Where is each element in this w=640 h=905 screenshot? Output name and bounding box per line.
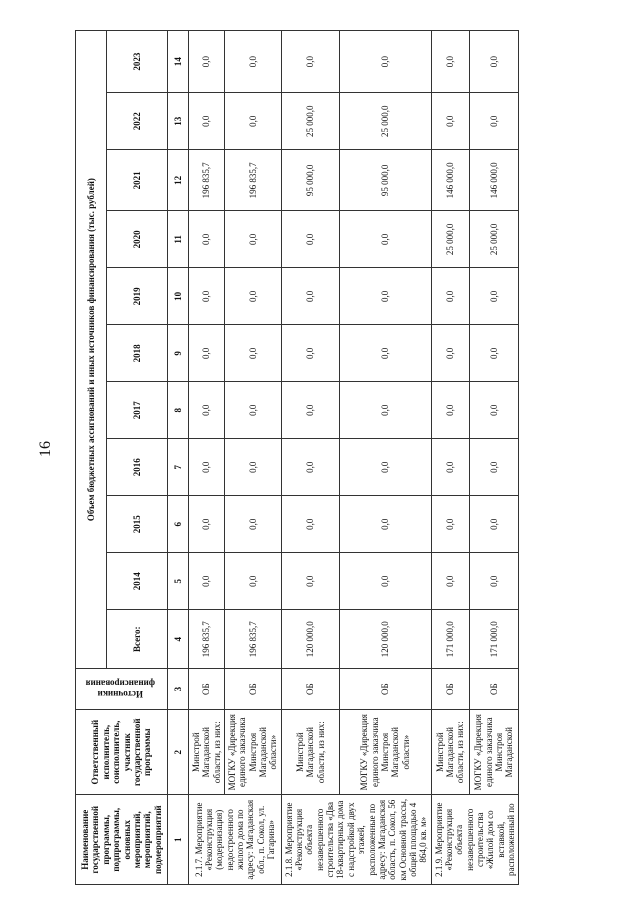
column-index: 8 <box>168 382 189 439</box>
value-cell: 0,0 <box>431 553 469 610</box>
value-cell: 0,0 <box>431 382 469 439</box>
value-cell: 196 835,7 <box>225 610 282 669</box>
value-cell: 146 000,0 <box>431 150 469 211</box>
column-index: 1 <box>168 795 189 885</box>
responsible-cell: МОГКУ «Дирекция единого заказчика Минстроя Магаданской области» <box>225 709 282 794</box>
value-cell: 25 000,0 <box>339 93 431 150</box>
value-cell: 0,0 <box>225 211 282 268</box>
value-cell: 25 000,0 <box>431 211 469 268</box>
value-cell: 0,0 <box>339 496 431 553</box>
source-cell: ОБ <box>339 669 431 710</box>
value-cell: 0,0 <box>281 31 339 93</box>
header-year: 2014 <box>107 553 168 610</box>
value-cell: 0,0 <box>225 325 282 382</box>
source-cell: ОБ <box>469 669 518 710</box>
header-total: Всего: <box>107 610 168 669</box>
value-cell: 0,0 <box>431 439 469 496</box>
value-cell: 0,0 <box>339 31 431 93</box>
value-cell: 95 000,0 <box>339 150 431 211</box>
value-cell: 0,0 <box>189 31 225 93</box>
value-cell: 0,0 <box>225 268 282 325</box>
table-row <box>189 31 225 885</box>
column-index: 12 <box>168 150 189 211</box>
value-cell: 0,0 <box>281 268 339 325</box>
value-cell: 171 000,0 <box>431 610 469 669</box>
value-cell: 25 000,0 <box>469 211 518 268</box>
column-index: 11 <box>168 211 189 268</box>
value-cell: 0,0 <box>339 553 431 610</box>
value-cell: 0,0 <box>225 553 282 610</box>
table-row <box>225 31 282 885</box>
value-cell: 146 000,0 <box>469 150 518 211</box>
value-cell: 0,0 <box>431 93 469 150</box>
table-row <box>431 31 469 885</box>
value-cell: 0,0 <box>189 268 225 325</box>
column-index: 7 <box>168 439 189 496</box>
header-year: 2020 <box>107 211 168 268</box>
value-cell: 0,0 <box>189 211 225 268</box>
header-year: 2022 <box>107 93 168 150</box>
value-cell: 0,0 <box>431 31 469 93</box>
value-cell: 120 000,0 <box>281 610 339 669</box>
value-cell: 0,0 <box>469 553 518 610</box>
value-cell: 0,0 <box>225 93 282 150</box>
value-cell: 0,0 <box>189 382 225 439</box>
value-cell: 0,0 <box>339 382 431 439</box>
column-index: 13 <box>168 93 189 150</box>
source-cell: ОБ <box>431 669 469 710</box>
source-cell: ОБ <box>189 669 225 710</box>
value-cell: 0,0 <box>469 325 518 382</box>
value-cell: 0,0 <box>225 31 282 93</box>
table-row <box>469 31 518 885</box>
value-cell: 0,0 <box>189 439 225 496</box>
value-cell: 0,0 <box>225 439 282 496</box>
value-cell: 0,0 <box>281 325 339 382</box>
value-cell: 0,0 <box>225 496 282 553</box>
page-number: 16 <box>37 441 54 457</box>
responsible-cell: Минстрой Магаданской области, из них: <box>281 709 339 794</box>
value-cell: 0,0 <box>431 496 469 553</box>
value-cell: 0,0 <box>469 93 518 150</box>
value-cell: 0,0 <box>339 325 431 382</box>
header-source: Источники финансирования <box>76 669 168 710</box>
responsible-cell: МОГКУ «Дирекция единого заказчика Минстроя Магаданской <box>469 709 518 794</box>
value-cell: 0,0 <box>225 382 282 439</box>
value-cell: 0,0 <box>339 439 431 496</box>
table-row <box>339 31 431 885</box>
value-cell: 0,0 <box>469 31 518 93</box>
column-index: 14 <box>168 31 189 93</box>
measure-name: 2.1.9. Мероприятие «Реконструкция объекта незавершенного строительства «Жилой дом со вставкой, расположенный по <box>431 795 519 885</box>
column-index: 10 <box>168 268 189 325</box>
source-cell: ОБ <box>281 669 339 710</box>
column-index: 9 <box>168 325 189 382</box>
budget-table <box>75 30 519 885</box>
value-cell: 196 835,7 <box>225 150 282 211</box>
value-cell: 196 835,7 <box>189 150 225 211</box>
column-index: 3 <box>168 669 189 710</box>
header-name: Наименование государственной программы, подпрограммы, основных мероприятий, мероприятий, подмероприятий <box>76 795 168 885</box>
value-cell: 171 000,0 <box>469 610 518 669</box>
header-year: 2021 <box>107 150 168 211</box>
header-year: 2016 <box>107 439 168 496</box>
value-cell: 0,0 <box>339 211 431 268</box>
responsible-cell: МОГКУ «Дирекция единого заказчика Минстроя Магаданской области» <box>339 709 431 794</box>
source-cell: ОБ <box>225 669 282 710</box>
value-cell: 0,0 <box>189 553 225 610</box>
responsible-cell: Минстрой Магаданской области, из них: <box>189 709 225 794</box>
value-cell: 0,0 <box>431 325 469 382</box>
responsible-cell: Минстрой Магаданской области, из них: <box>431 709 469 794</box>
value-cell: 120 000,0 <box>339 610 431 669</box>
value-cell: 196 835,7 <box>189 610 225 669</box>
value-cell: 0,0 <box>469 439 518 496</box>
value-cell: 0,0 <box>189 496 225 553</box>
header-responsible: Ответственный исполнитель, соисполнитель, участник государственной программы <box>76 709 168 794</box>
value-cell: 0,0 <box>189 93 225 150</box>
value-cell: 25 000,0 <box>281 93 339 150</box>
value-cell: 0,0 <box>469 268 518 325</box>
header-year: 2017 <box>107 382 168 439</box>
value-cell: 0,0 <box>281 439 339 496</box>
measure-name: 2.1.8. Мероприятие «Реконструкция объекта незавершенного строительства «Два 18-квартирных дома с надстройкой двух этажей, расположенные по адресу: Магаданская область, п. Сокол, 56 км Основной трассы, общей площадью 4 864,0 кв. м» <box>281 795 431 885</box>
column-index: 2 <box>168 709 189 794</box>
header-year: 2023 <box>107 31 168 93</box>
value-cell: 0,0 <box>281 496 339 553</box>
header-group-title: Объем бюджетных ассигнований и иных источников финансирования (тыс. рублей) <box>76 31 107 669</box>
value-cell: 95 000,0 <box>281 150 339 211</box>
value-cell: 0,0 <box>281 382 339 439</box>
measure-name: 2.1.7. Мероприятие «Реконструкция (модернизация) недостроенного жилого дома по адресу: Магаданская обл., п. Сокол, ул. Гагарина» <box>189 795 282 885</box>
value-cell: 0,0 <box>469 496 518 553</box>
header-year: 2018 <box>107 325 168 382</box>
column-index: 6 <box>168 496 189 553</box>
value-cell: 0,0 <box>431 268 469 325</box>
value-cell: 0,0 <box>281 553 339 610</box>
column-index: 5 <box>168 553 189 610</box>
column-index: 4 <box>168 610 189 669</box>
value-cell: 0,0 <box>339 268 431 325</box>
table-row <box>281 31 339 885</box>
value-cell: 0,0 <box>281 211 339 268</box>
value-cell: 0,0 <box>189 325 225 382</box>
header-year: 2019 <box>107 268 168 325</box>
value-cell: 0,0 <box>469 382 518 439</box>
header-year: 2015 <box>107 496 168 553</box>
rotated-table-container <box>60 0 640 905</box>
